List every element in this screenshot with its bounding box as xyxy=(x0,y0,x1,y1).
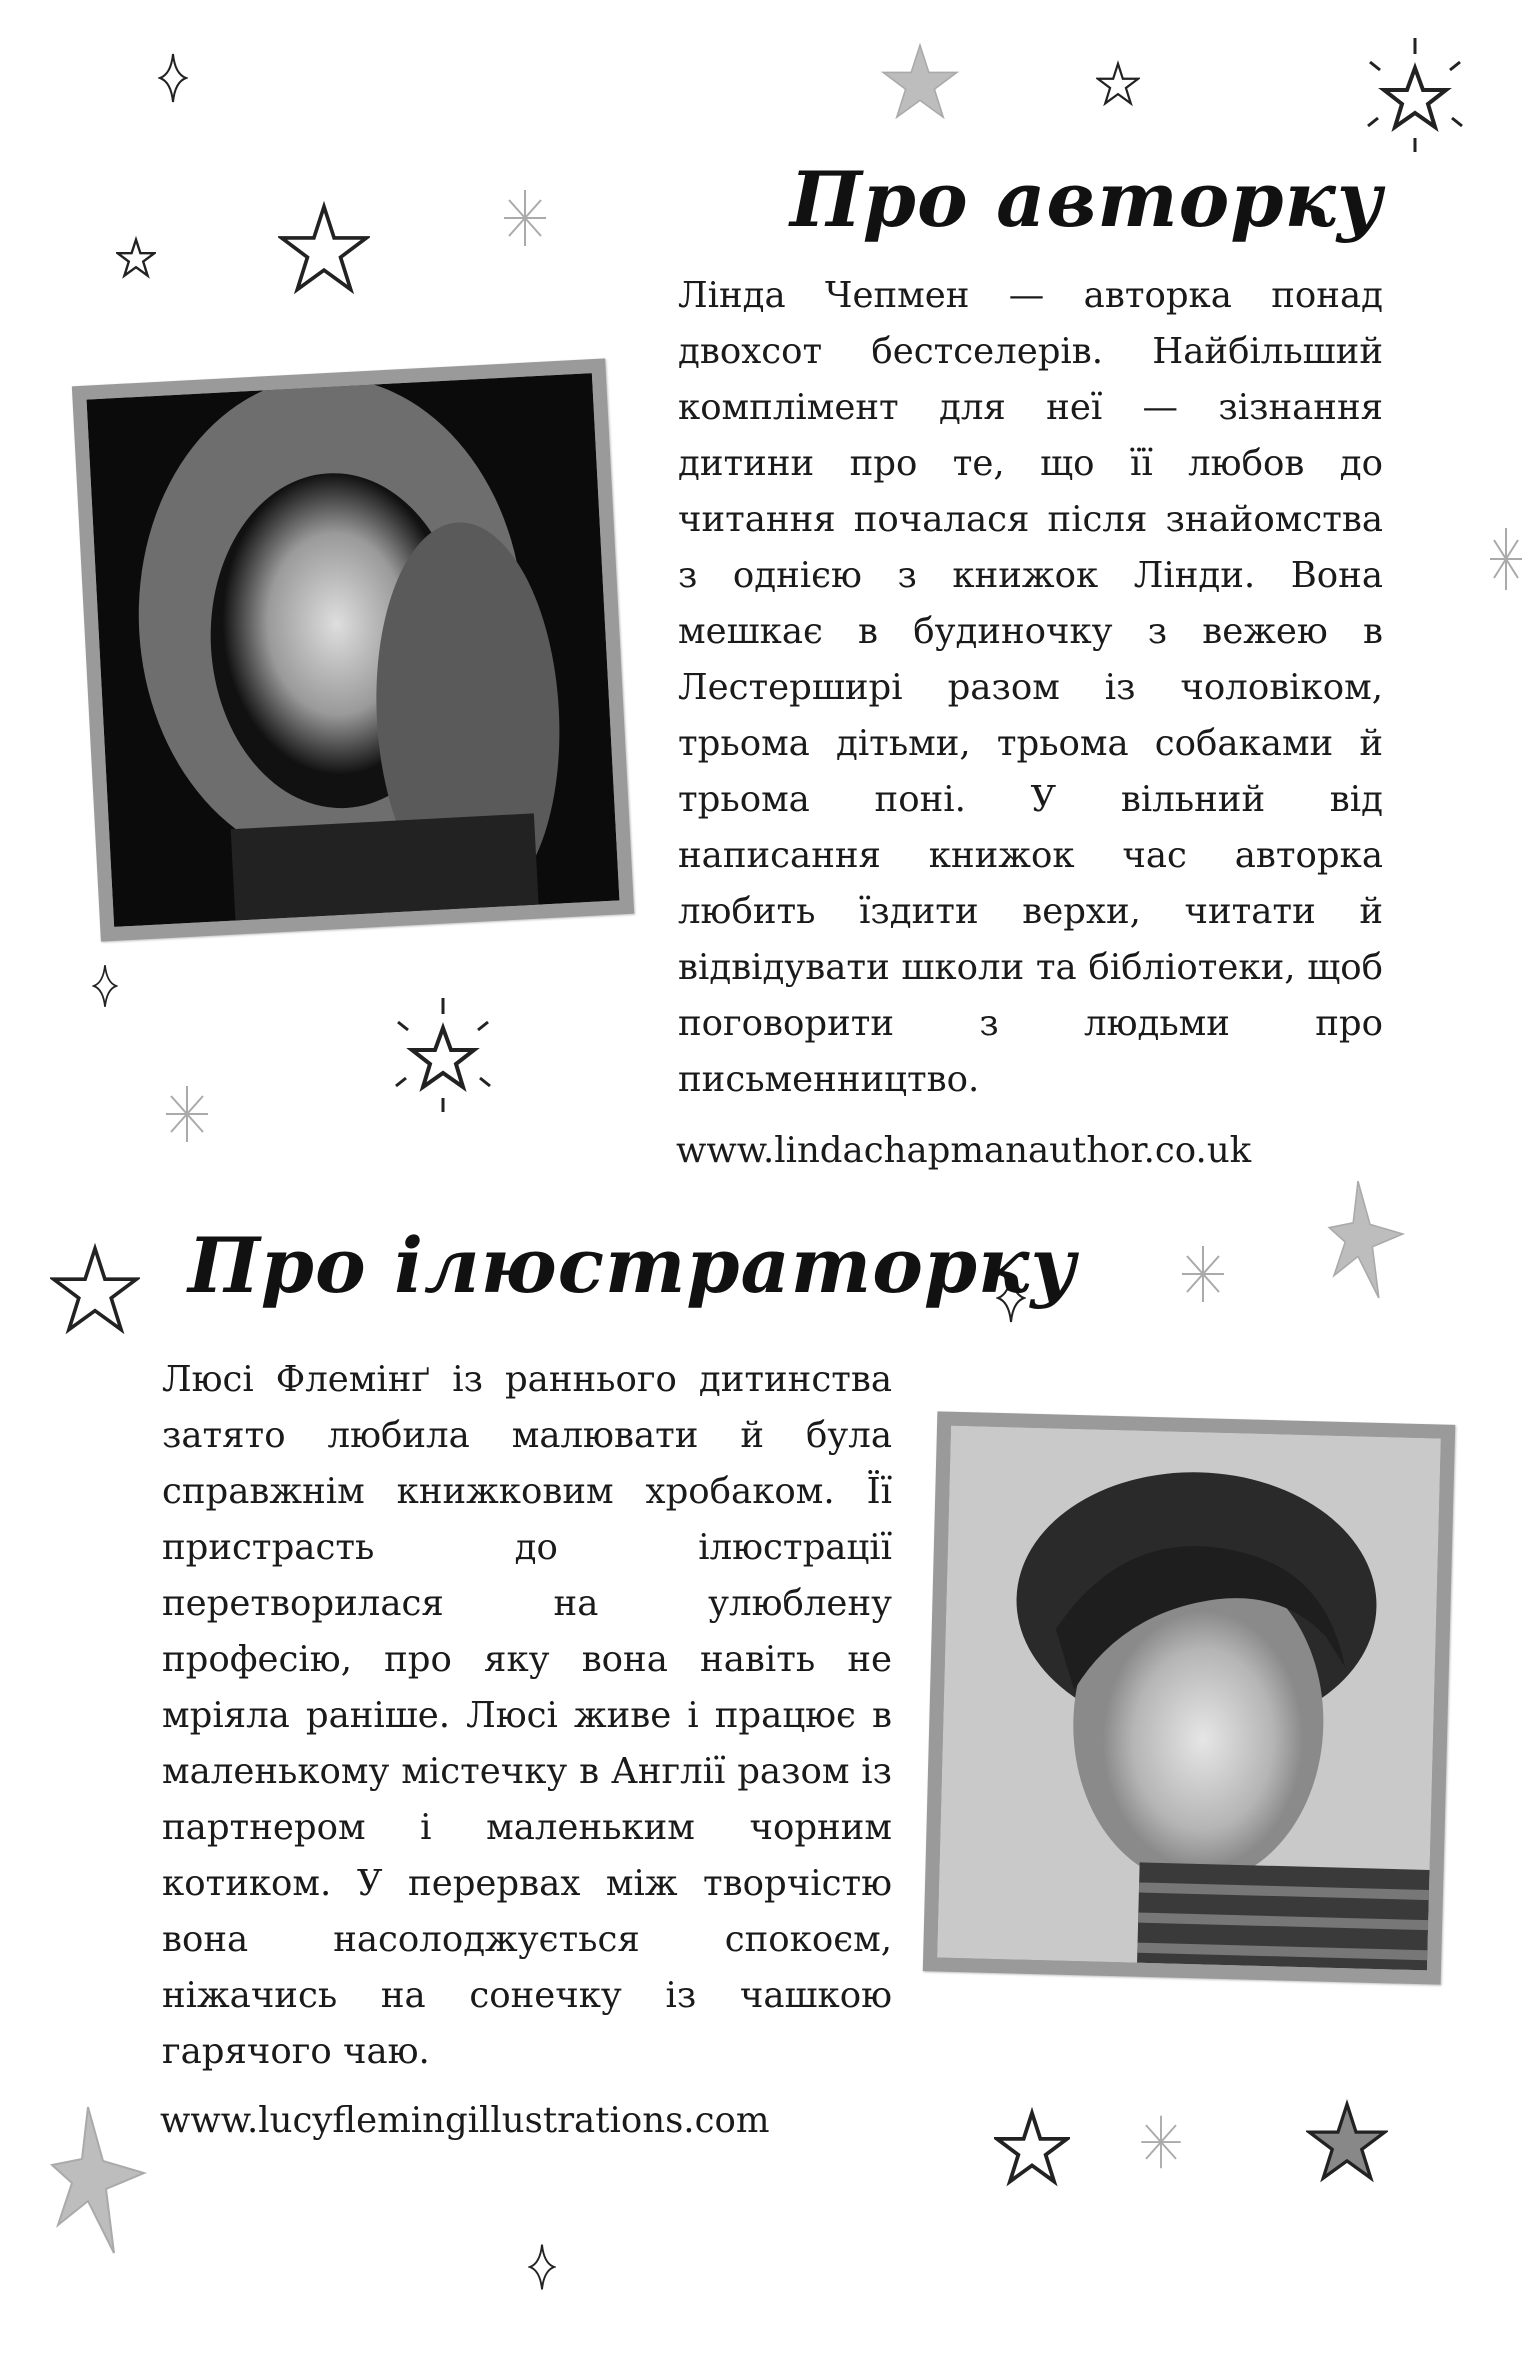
illustrator-bio: Люсі Флемінґ із раннього дитинства затято любила малювати й була справжнім книжковим хробаком. Її пристрасть до ілюстрації перетворилася на улюблену професію, про яку вона навіть не мріяла раніше. Люсі живе і працює в маленькому містечку в Англії разом із партнером і маленьким чорним котиком. У перервах між творчістю вона насолоджується спокоєм, ніжачись на сонечку із чашкою гарячого чаю. xyxy=(162,1359,892,2072)
author-website-link[interactable]: www.lindachapmanauthor.co.uk xyxy=(676,1130,1252,1171)
sparkle-icon xyxy=(160,1082,214,1146)
sparkle-icon xyxy=(1486,524,1526,594)
star-icon xyxy=(48,2098,148,2268)
author-photo-frame xyxy=(72,358,634,941)
star-icon xyxy=(880,42,960,122)
sparkle-icon xyxy=(500,186,550,250)
illustrator-photo-frame xyxy=(923,1411,1455,1984)
illustrator-heading: Про ілюстраторку xyxy=(188,1221,1077,1310)
sparkle-icon xyxy=(158,52,188,104)
star-icon xyxy=(278,196,370,302)
star-icon xyxy=(994,2106,1070,2190)
sparkle-icon xyxy=(1136,2112,1186,2172)
star-icon xyxy=(116,228,156,288)
star-icon xyxy=(388,990,498,1120)
illustrator-photo xyxy=(937,1426,1441,1971)
sparkle-icon xyxy=(92,958,118,1014)
star-icon xyxy=(1360,30,1470,160)
star-icon xyxy=(50,1240,140,1340)
author-bio: Лінда Чепмен — авторка понад двохсот бестселерів. Найбільший комплімент для неї — зізнання дитини про те, що її любов до читання почалася після знайомства з однією з книжок Лінди. Вона мешкає в будиночку з вежею в Лестерширі разом із чоловіком, трьома дітьми, трьома собаками й трьома поні. У вільний від написання книжок час авторка любить їздити верхи, читати й відвідувати школи та бібліотеки, щоб поговорити з людьми про письменництво. xyxy=(678,275,1383,1100)
star-icon xyxy=(1096,54,1140,114)
sparkle-icon xyxy=(1176,1242,1230,1306)
sparkle-icon xyxy=(528,2242,556,2292)
star-icon xyxy=(1306,2086,1388,2198)
star-icon xyxy=(1326,1176,1406,1308)
author-photo xyxy=(87,373,620,927)
illustrator-website-link[interactable]: www.lucyflemingillustrations.com xyxy=(160,2100,770,2141)
author-heading: Про авторку xyxy=(790,155,1384,244)
